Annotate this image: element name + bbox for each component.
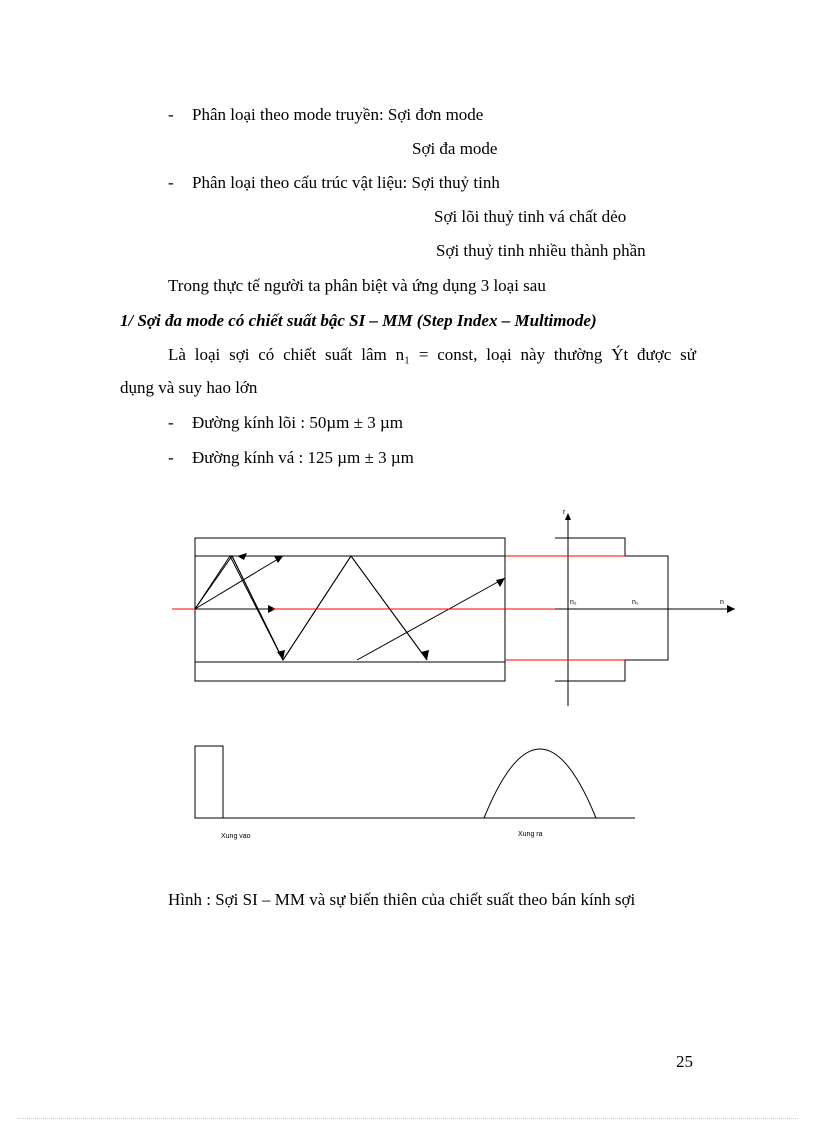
n1-label: n₁ xyxy=(632,599,639,606)
paragraph-word: = xyxy=(418,345,429,364)
ray-path-2 xyxy=(195,556,283,609)
arrow-axis-n xyxy=(727,605,735,613)
ray-path-1 xyxy=(195,556,427,660)
list2-item-2: Sợi lõi thuỷ tinh vá chất dẻo xyxy=(434,207,627,226)
paragraph-word: có xyxy=(258,345,275,364)
ray-path-4 xyxy=(283,556,351,660)
intro-sentence: Trong thực tế người ta phân biệt và ứng dụng 3 loại sau xyxy=(168,276,546,295)
arrow-up-1 xyxy=(237,553,247,560)
spec-bullet-2: - xyxy=(168,448,174,467)
axis-n-label: n xyxy=(720,599,724,606)
footer-divider xyxy=(18,1118,798,1119)
paragraph-word: sợi xyxy=(229,345,250,364)
list1-item-2: Sợi đa mode xyxy=(412,139,498,158)
spec-bullet-1: - xyxy=(168,413,174,432)
paragraph-line-2: dụng và suy hao lớn xyxy=(120,378,258,397)
n2-label: n₂ xyxy=(570,599,577,606)
spec-core-diameter: Đường kính lõi : 50µm ± 3 µm xyxy=(192,413,403,432)
paragraph-word: được xyxy=(637,345,672,364)
page-number: 25 xyxy=(676,1052,693,1071)
paragraph-word: suất xyxy=(325,345,353,364)
output-pulse xyxy=(484,749,596,818)
arrow-axis-r xyxy=(565,513,571,520)
paragraph-word: Là xyxy=(168,345,186,364)
axis-r-label: r xyxy=(563,509,566,516)
paragraph-word: n₁ xyxy=(395,345,410,364)
paragraph-word: Ýt xyxy=(611,345,629,364)
arrow-up-2 xyxy=(274,556,283,563)
input-pulse xyxy=(195,746,223,818)
list1-item-1: Phân loại theo mode truyền: Sợi đơn mode xyxy=(192,105,484,124)
ray-path-5 xyxy=(351,556,427,660)
arrow-down-2 xyxy=(421,650,429,660)
list1-bullet-1: - xyxy=(168,105,174,124)
paragraph-word: sử xyxy=(680,345,696,364)
ray-exit xyxy=(357,578,505,660)
list2-item-3: Sợi thuỷ tinh nhiều thành phần xyxy=(436,241,646,260)
paragraph-word: const, xyxy=(437,345,478,364)
paragraph-word: chiết xyxy=(283,345,317,364)
paragraph-word: này xyxy=(520,345,546,364)
spec-cladding-diameter: Đường kính vá : 125 µm ± 3 µm xyxy=(192,448,414,467)
paragraph-word: loại xyxy=(486,345,512,364)
list2-item-1: Phân loại theo cấu trúc vật liệu: Sợi thuỷ tinh xyxy=(192,173,500,192)
paragraph-word: lâm xyxy=(361,345,387,364)
paragraph-word: loại xyxy=(194,345,221,364)
input-pulse-label: Xung vao xyxy=(221,833,251,840)
output-pulse-label: Xung ra xyxy=(518,831,543,838)
figure-caption: Hình : Sợi SI – MM và sự biến thiên của chiết suất theo bán kính sợi xyxy=(168,890,636,909)
paragraph-word: thường xyxy=(553,345,603,364)
section-heading: 1/ Sợi đa mode có chiết suất bậc SI – MM (Step Index – Multimode) xyxy=(120,311,597,330)
list2-bullet-1: - xyxy=(168,173,174,192)
